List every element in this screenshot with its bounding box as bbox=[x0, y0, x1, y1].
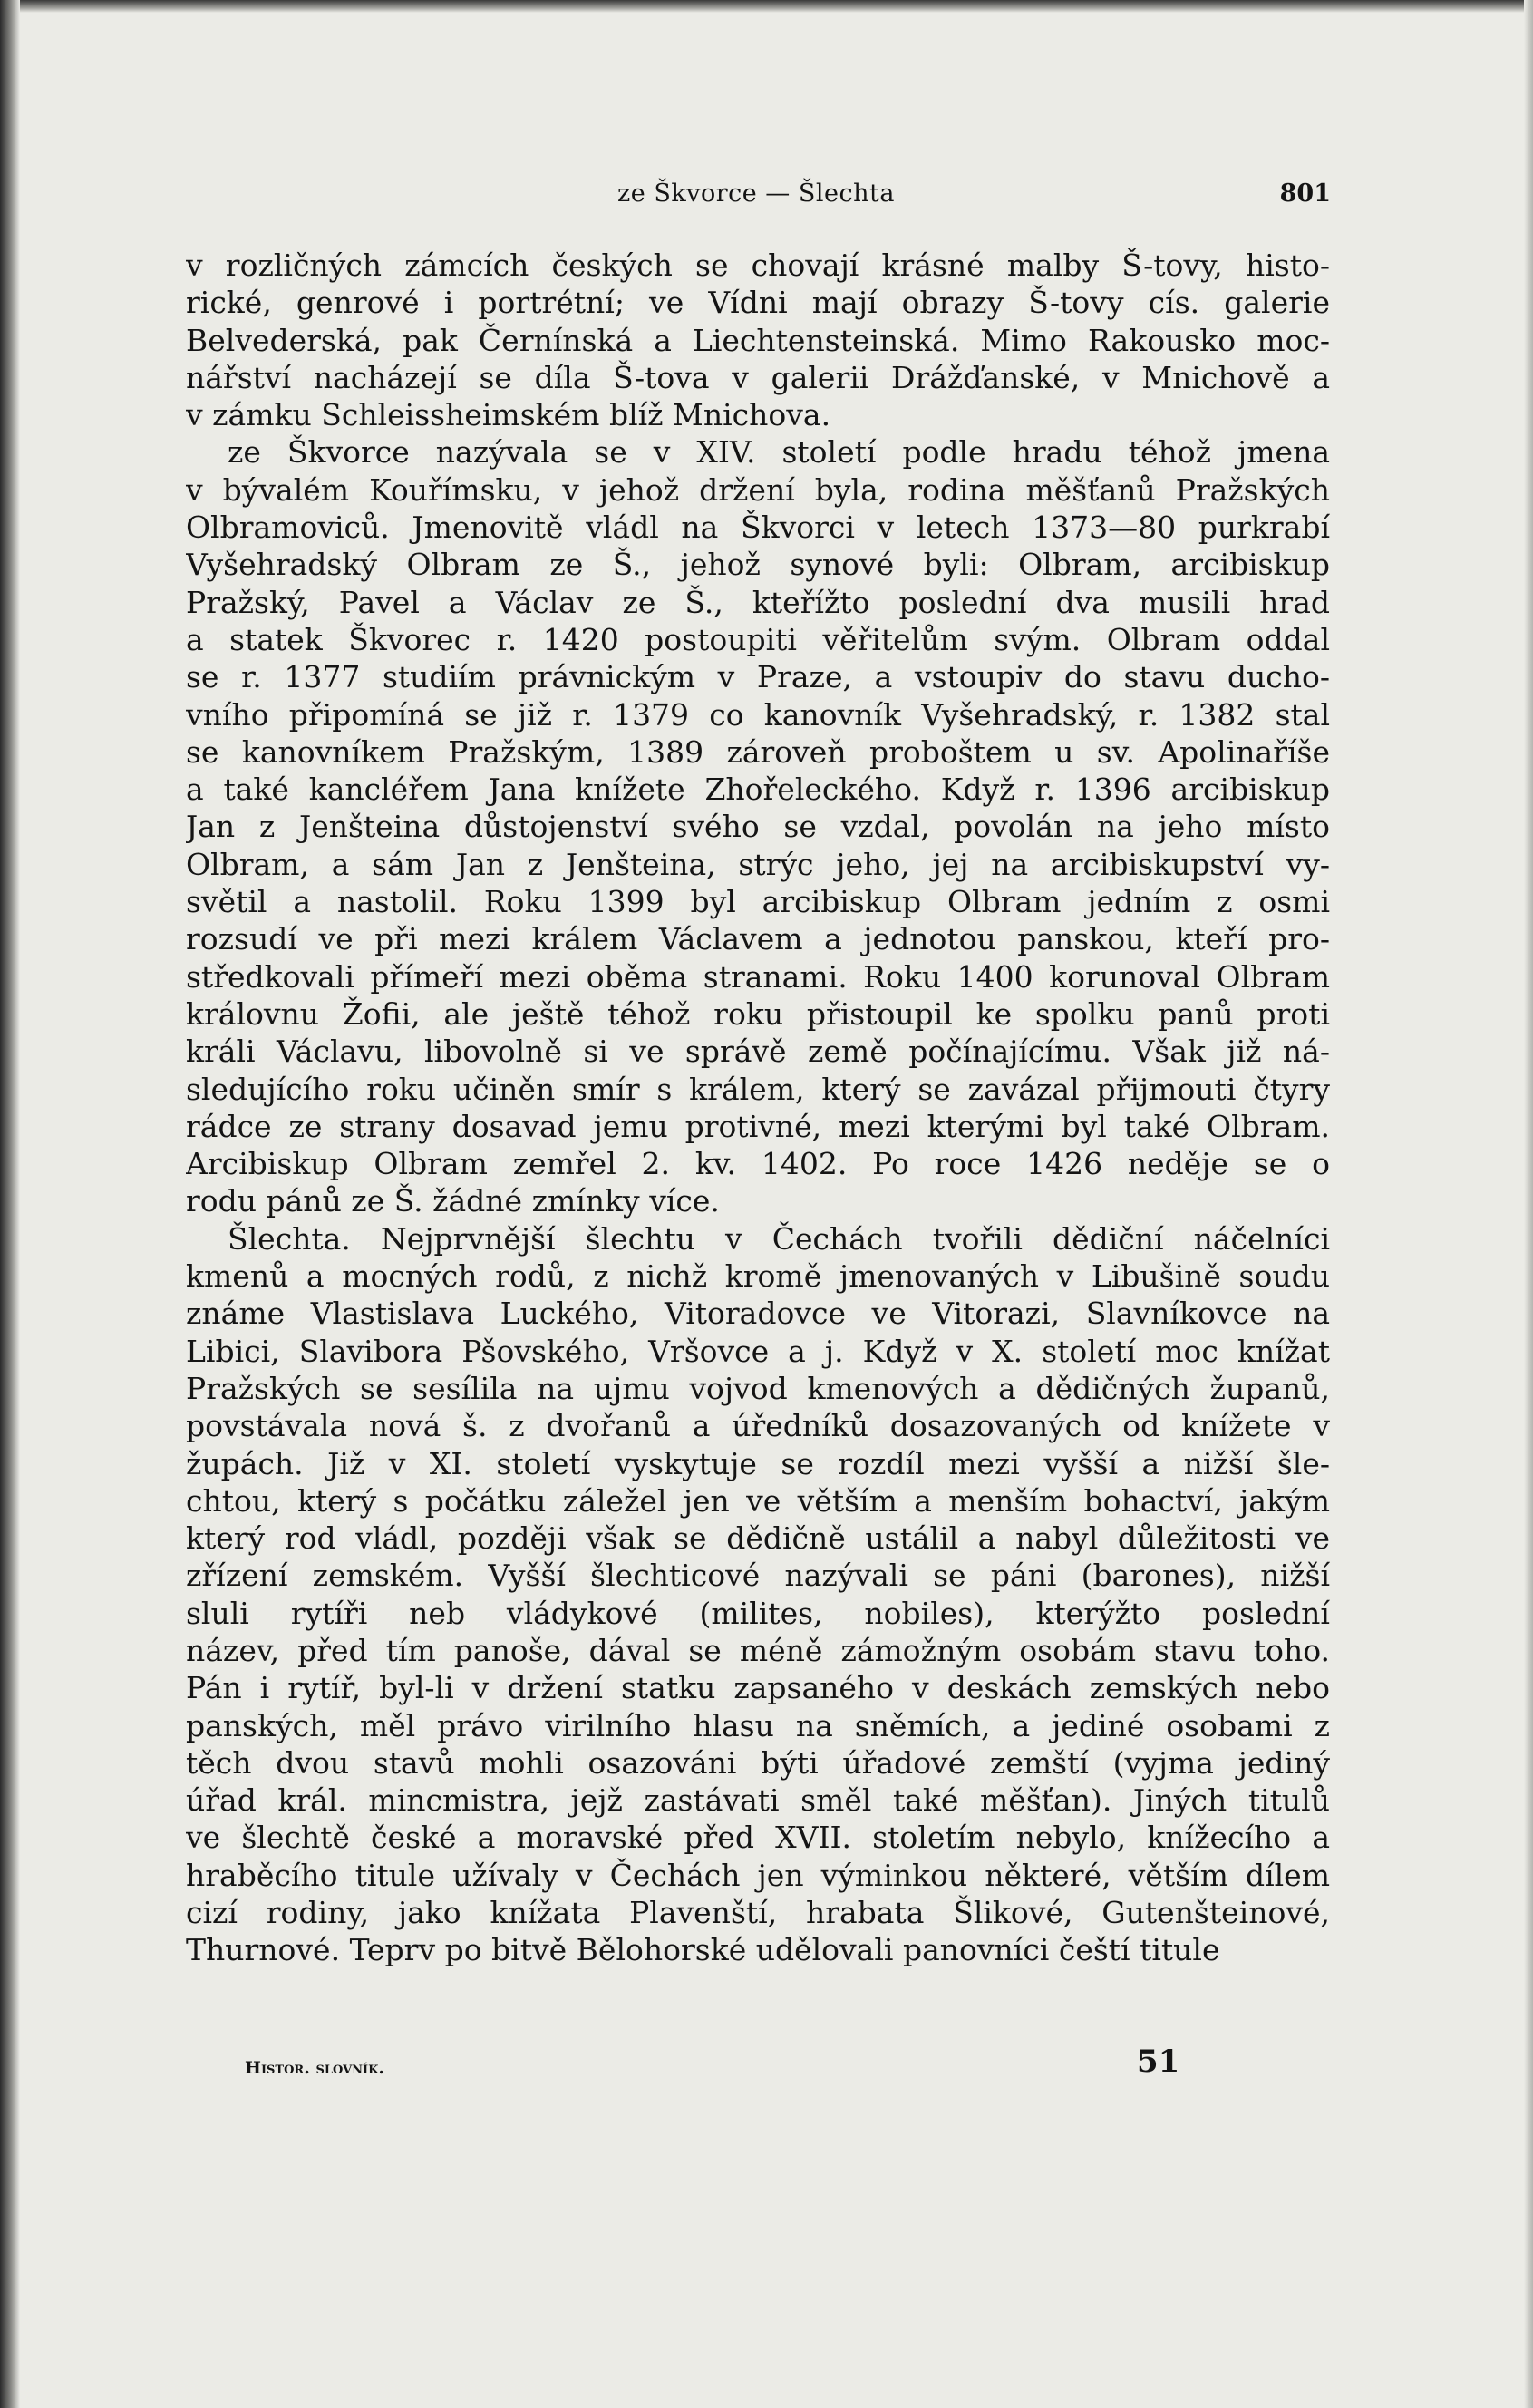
text-line: ze Škvorce nazývala se v XIV. století podle hradu téhož jmena bbox=[228, 434, 1330, 471]
sheet-number: 51 bbox=[1137, 2044, 1180, 2080]
text-line: panských, měl právo virilního hlasu na sněmích, a jediné osobami z bbox=[186, 1707, 1330, 1743]
body-text bbox=[186, 247, 1330, 1969]
text-line: nářství nacházejí se díla Š-tova v galerii Drážďanské, v Mnichově a bbox=[186, 359, 1330, 395]
page-edge-top bbox=[0, 0, 1533, 13]
text-line: světil a nastolil. Roku 1399 byl arcibiskup Olbram jedním z osmi bbox=[186, 884, 1330, 920]
text-line: Šlechta. Nejprvnější šlechtu v Čechách tvořili dědiční náčelníci bbox=[228, 1220, 1330, 1257]
page-edge-right bbox=[1524, 0, 1533, 2408]
text-line: Vyšehradský Olbram ze Š., jehož synové byli: Olbram, arcibiskup bbox=[186, 547, 1330, 583]
text-line: který rod vládl, později však se dědičně ustálil a nabyl důležitosti ve bbox=[186, 1520, 1330, 1557]
text-line: v zámku Schleissheimském blíž Mnichova. bbox=[186, 397, 831, 433]
text-line: ve šlechtě české a moravské před XVII. stoletím nebylo, knížecího a bbox=[186, 1820, 1330, 1856]
text-line: Pražský, Pavel a Václav ze Š., kteřížto poslední dva musili hrad bbox=[186, 584, 1330, 620]
text-line: se kanovníkem Pražským, 1389 zároveň proboštem u sv. Apolinaříše bbox=[186, 733, 1330, 770]
text-line: těch dvou stavů mohli osazováni býti úřadové zemští (vyjma jediný bbox=[186, 1744, 1330, 1781]
text-line: rádce ze strany dosavad jemu protivné, mezi kterými byl také Olbram. bbox=[186, 1108, 1330, 1144]
text-line: Pražských se sesílila na ujmu vojvod kmenových a dědičných županů, bbox=[186, 1370, 1330, 1406]
text-line: královnu Žofii, ale ještě téhož roku přistoupil ke spolku panů proti bbox=[186, 995, 1330, 1032]
page-number: 801 bbox=[1279, 180, 1331, 208]
text-line: Pán i rytíř, byl-li v držení statku zapsaného v deskách zemských nebo bbox=[186, 1670, 1330, 1706]
text-line: Olbramoviců. Jmenovitě vládl na Škvorci v letech 1373—80 purkrabí bbox=[186, 510, 1330, 546]
text-line: známe Vlastislava Luckého, Vitoradovce ve Vitorazi, Slavníkovce na bbox=[186, 1296, 1330, 1332]
text-line: rodu pánů ze Š. žádné zmínky více. bbox=[186, 1183, 720, 1219]
text-line: se r. 1377 studiím právnickým v Praze, a vstoupiv do stavu ducho- bbox=[186, 659, 1330, 695]
text-line: králi Václavu, libovolně si ve správě země počínajícímu. Však již ná- bbox=[186, 1034, 1330, 1070]
text-line: sledujícího roku učiněn smír s králem, který se zavázal přijmouti čtyry bbox=[186, 1071, 1330, 1107]
running-head-title: ze Škvorce — Šlechta bbox=[617, 180, 895, 208]
text-line: Arcibiskup Olbram zemřel 2. kv. 1402. Po roce 1426 neděje se o bbox=[186, 1146, 1330, 1182]
text-line: hraběcího titule užívaly v Čechách jen výminkou některé, větším dílem bbox=[186, 1857, 1330, 1893]
text-line: v rozličných zámcích českých se chovají krásné malby Š-tovy, histo- bbox=[186, 248, 1330, 283]
text-line: v bývalém Kouřímsku, v jehož držení byla, rodina měšťanů Pražských bbox=[186, 471, 1330, 508]
text-line: středkovali přímeří mezi oběma stranami. Roku 1400 korunoval Olbram bbox=[186, 958, 1330, 995]
text-line: kmenů a mocných rodů, z nichž kromě jmenovaných v Libušině soudu bbox=[186, 1258, 1330, 1295]
text-line: rické, genrové i portrétní; ve Vídni mají obrazy Š-tovy cís. galerie bbox=[186, 285, 1330, 321]
text-line: Olbram, a sám Jan z Jenšteina, strýc jeho, jej na arcibiskupství vy- bbox=[186, 846, 1330, 882]
text-line: Libici, Slavibora Pšovského, Vršovce a j. Když v X. století moc knížat bbox=[186, 1333, 1330, 1369]
text-line: Belvederská, pak Černínská a Liechtensteinská. Mimo Rakousko moc- bbox=[186, 322, 1330, 358]
text-line: název, před tím panoše, dával se méně zámožným osobám stavu toho. bbox=[186, 1632, 1330, 1668]
text-line: zřízení zemském. Vyšší šlechticové nazývali se páni (barones), nižší bbox=[186, 1558, 1330, 1594]
text-line: Jan z Jenšteina důstojenství svého se vzdal, povolán na jeho místo bbox=[186, 809, 1330, 845]
text-line: Thurnové. Teprv po bitvě Bělohorské udělovali panovníci čeští titule bbox=[186, 1932, 1220, 1968]
text-line: rozsudí ve při mezi králem Václavem a jednotou panskou, kteří pro- bbox=[186, 921, 1330, 957]
text-line: povstávala nová š. z dvořanů a úředníků dosazovaných od knížete v bbox=[186, 1408, 1330, 1444]
text-line: a také kancléřem Jana knížete Zhořeleckého. Když r. 1396 arcibiskup bbox=[186, 772, 1330, 808]
text-line: chtou, který s počátku záležel jen ve větším a menším bohactví, jakým bbox=[186, 1482, 1330, 1519]
text-line: vního připomíná se již r. 1379 co kanovník Vyšehradský, r. 1382 stal bbox=[186, 696, 1330, 733]
text-line: a statek Škvorec r. 1420 postoupiti věřitelům svým. Olbram oddal bbox=[186, 621, 1330, 657]
text-line: úřad král. mincmistra, jejž zastávati směl také měšťan). Jiných titulů bbox=[186, 1782, 1330, 1819]
signature-label: Histor. slovník. bbox=[245, 2058, 385, 2078]
text-line: cizí rodiny, jako knížata Plavenští, hrabata Šlikové, Gutenšteinové, bbox=[186, 1895, 1330, 1931]
page-edge-left bbox=[0, 0, 20, 2408]
running-head bbox=[181, 180, 1331, 216]
text-line: sluli rytíři neb vládykové (milites, nobiles), kterýžto poslední bbox=[186, 1595, 1330, 1631]
text-line: župách. Již v XI. století vyskytuje se rozdíl mezi vyšší a nižší šle- bbox=[186, 1445, 1330, 1481]
